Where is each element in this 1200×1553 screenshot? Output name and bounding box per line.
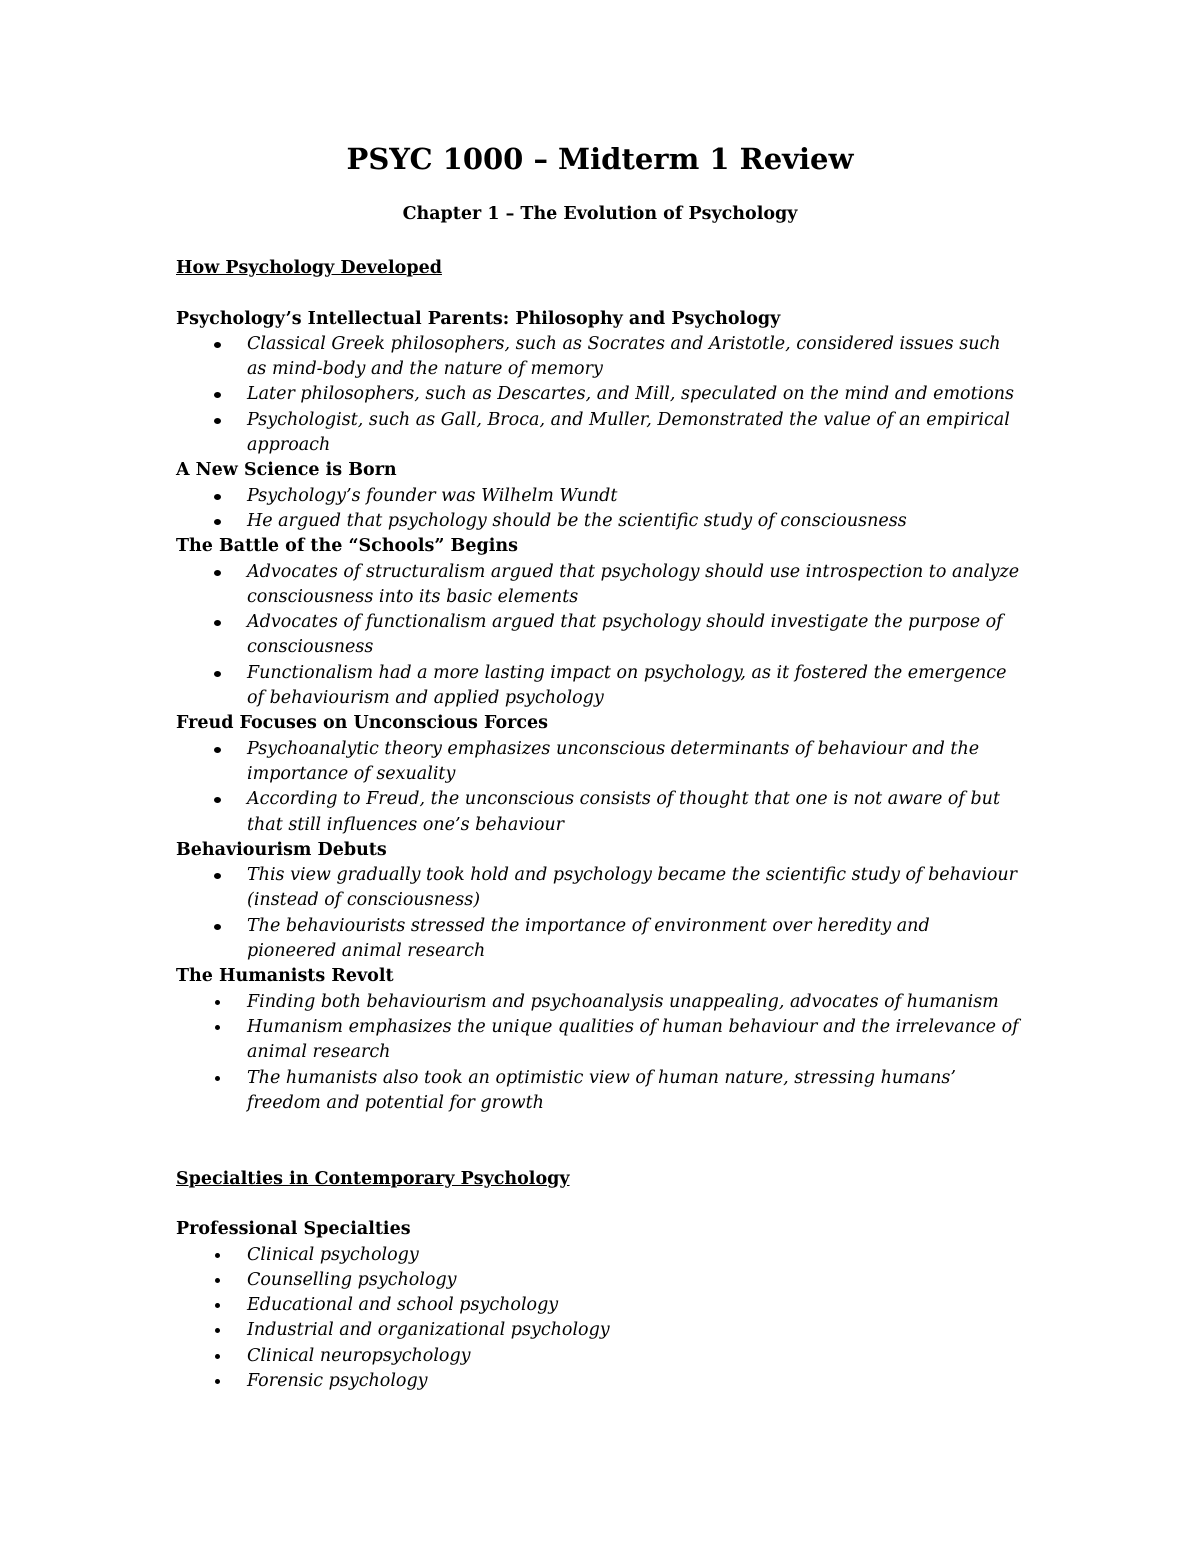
subheading: The Humanists Revolt [176,966,394,987]
subheading: Psychology’s Intellectual Parents: Philosophy and Psychology [176,308,781,329]
list-item: According to Freud, the unconscious consists of thought that one is not aware of but that still influences one’s behaviour [247,789,1000,835]
list-item: Functionalism had a more lasting impact on psychology, as it fostered the emergence of behaviourism and applied psychology [247,662,1007,709]
list-item: Counselling psychology [247,1269,457,1290]
subheading: Professional Specialties [176,1219,411,1240]
subheading: Freud Focuses on Unconscious Forces [176,713,548,734]
list-item: Clinical neuropsychology [247,1345,471,1366]
list-item: Psychologist, such as Gall, Broca, and Muller, Demonstrated the value of an empirical approach [247,409,1010,456]
chapter-heading: Chapter 1 – The Evolution of Psychology [402,204,798,224]
list-item: The humanists also took an optimistic view of human nature, stressing humans’ freedom and potential for growth [247,1067,956,1113]
list-item: Psychoanalytic theory emphasizes unconscious determinants of behaviour and the importance of sexuality [247,738,980,784]
list-item: Advocates of structuralism argued that psychology should use introspection to analyze consciousness into its basic elements [247,561,1020,607]
list-item: He argued that psychology should be the scientific study of consciousness [247,510,907,531]
list-item: Classical Greek philosophers, such as Socrates and Aristotle, considered issues such as mind-body and the nature of memory [247,333,1001,380]
document-title: PSYC 1000 – Midterm 1 Review [346,142,854,176]
bullet-list [176,990,1036,1116]
subheading: The Battle of the “Schools” Begins [176,536,518,557]
list-item: Psychology’s founder was Wilhelm Wundt [247,485,618,506]
list-item: Later philosophers, such as Descartes, and Mill, speculated on the mind and emotions [247,384,1015,405]
list-item: Forensic psychology [247,1371,428,1392]
bullet-list [176,1243,1036,1395]
list-item: This view gradually took hold and psychology became the scientific study of behaviour (instead of consciousness) [247,865,1018,911]
bullet-list [176,863,1036,964]
bullet-list [176,484,1036,535]
subheading: A New Science is Born [176,460,397,481]
list-item: Humanism emphasizes the unique qualities of human behaviour and the irrelevance of animal research [247,1016,1019,1063]
bullet-list [176,560,1036,712]
subheading: Behaviourism Debuts [176,839,387,860]
list-item: Industrial and organizational psychology [247,1320,610,1341]
list-item: Advocates of functionalism argued that psychology should investigate the purpose of consciousness [247,612,1003,658]
list-item: Finding both behaviourism and psychoanalysis unappealing, advocates of humanism [247,991,999,1012]
bullet-list [176,737,1036,838]
section-heading-specialties: Specialties in Contemporary Psychology [176,1168,570,1189]
document-body [176,256,1036,1394]
bullet-list [176,332,1036,458]
list-item: Clinical psychology [247,1244,419,1265]
list-item: Educational and school psychology [247,1295,559,1316]
section-heading-history: How Psychology Developed [176,258,442,278]
list-item: The behaviourists stressed the importance of environment over heredity and pioneered animal research [247,915,930,962]
